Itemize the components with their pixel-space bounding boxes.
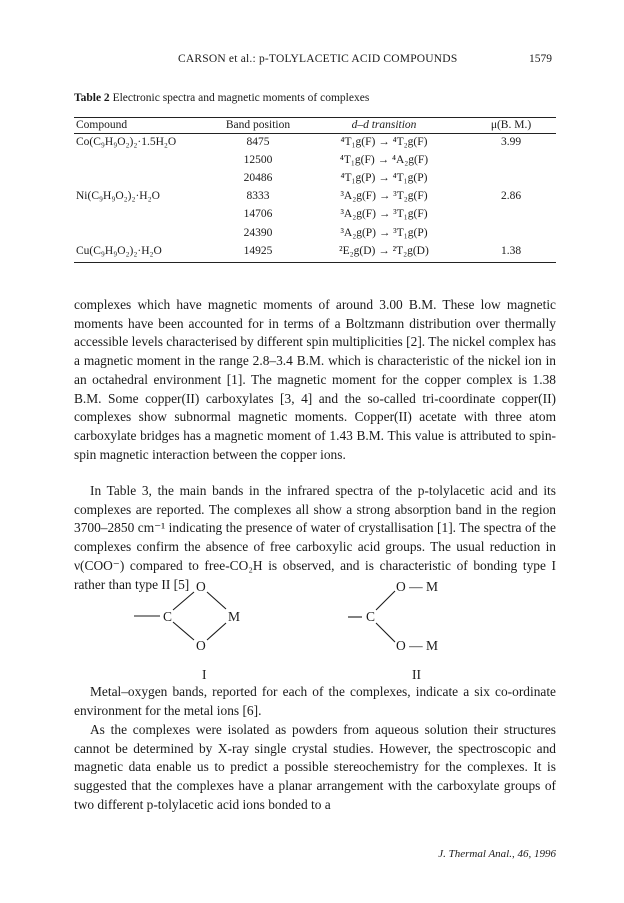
table-header-transition-text: d–d transition bbox=[351, 119, 417, 131]
table-caption bbox=[74, 92, 369, 104]
table-header-rule bbox=[74, 133, 556, 134]
table-cell-band: 8475 bbox=[246, 136, 270, 148]
table-header-band: Band position bbox=[225, 119, 291, 131]
type-I-oxygen-top: O bbox=[196, 579, 206, 594]
table-cell-band: 12500 bbox=[243, 154, 273, 167]
type-I-carbon: C bbox=[163, 609, 173, 624]
type-II-group-top: O — M bbox=[396, 579, 439, 594]
running-head-title: CARSON et al.: p-TOLYLACETIC ACID COMPOUNDS bbox=[178, 53, 458, 65]
type-I-metal: M bbox=[228, 609, 241, 624]
paragraph-magnetic-moments: complexes which have magnetic moments of around 3.00 B.M. These low magnetic moments have been accounted for in terms of a Boltzmann distribution over thermally accessible levels characterised by different spin multiplicities [2]. The nickel complex has a magnetic moment in the range 2.8–3.4 B.M. which is characteristic of the nickel ion in an octahedral environment [1]. The magnetic moment for the copper complex is 1.38 B.M. Some copper(II) carboxylates [3, 4] and the so-called tri-coordinate copper(II) complexes show subnormal magnetic moments. Copper(II) acetate with three atom carboxylate bridges has a magnetic moment of 1.43 B.M. This value is attributed to spin-spin magnetic interaction between the copper ions. bbox=[74, 297, 556, 462]
table-cell-compound: Co(C₉H₉O₂)₂·1.5H₂O bbox=[76, 136, 177, 148]
table-cell-band: 8333 bbox=[246, 190, 270, 203]
page-number: 1579 bbox=[529, 53, 552, 65]
table-cell-transition: ³A₂g(F) → ³T₂g(F) bbox=[340, 190, 428, 203]
type-I-oxygen-bottom: O bbox=[196, 638, 206, 653]
carboxylate-bonding-structures bbox=[130, 577, 530, 681]
table-cell-band: 14706 bbox=[243, 208, 273, 221]
paragraph-infrared: In Table 3, the main bands in the infrared spectra of the p-tolylacetic acid and its complexes are reported. The complexes all show a strong absorption band in the region 3700–2850 cm⁻¹ indicating the presence of water of crystallisation [1]. The spectra of the complexes confirm the absence of free carboxylic acid groups. The usual reduction in ν(COO⁻) compared to free-CO₂H is observed, and is characteristic of bonding type I rather than type II [5] bbox=[74, 483, 556, 592]
type-II-label: II bbox=[412, 667, 421, 681]
type-II-carbon: C bbox=[366, 609, 376, 624]
table-cell-band: 24390 bbox=[243, 226, 273, 239]
table-cell-transition: ⁴T₁g(F) → ⁴T₂g(F) bbox=[340, 136, 428, 148]
table-cell-compound: Cu(C₉H₉O₂)₂·H₂O bbox=[76, 244, 162, 257]
table-cell-moment: 3.99 bbox=[500, 136, 522, 148]
table-header-compound: Compound bbox=[76, 119, 128, 131]
table-cell-transition: ³A₂g(P) → ³T₁g(P) bbox=[340, 226, 428, 239]
table-caption-text: Electronic spectra and magnetic moments of complexes bbox=[112, 92, 370, 104]
table-bottom-rule bbox=[74, 262, 556, 263]
table-cell-transition: ²E₂g(D) → ²T₂g(D) bbox=[339, 244, 429, 257]
table-label: Table 2 bbox=[74, 92, 110, 104]
table-cell-band: 14925 bbox=[243, 244, 273, 257]
table-cell-transition: ⁴T₁g(P) → ⁴T₁g(P) bbox=[340, 172, 428, 185]
table-cell-transition: ⁴T₁g(F) → ⁴A₂g(F) bbox=[339, 154, 429, 167]
paragraph-stereochemistry: As the complexes were isolated as powders from aqueous solution their structures cannot be determined by X-ray single crystal studies. However, the spectroscopic and magnetic data enable us to predict a possible stereochemistry for the complexes. It is suggested that the complexes have a planar arrangement with the carboxylate groups of two different p-tolylacetic acid ions bonded to a bbox=[74, 722, 556, 812]
table-cell-compound: Ni(C₉H₉O₂)₂·H₂O bbox=[76, 190, 160, 203]
table-cell-band: 20486 bbox=[243, 172, 273, 185]
table-cell-moment: 1.38 bbox=[500, 244, 522, 257]
table-header-transition bbox=[326, 119, 442, 131]
type-I-label: I bbox=[202, 667, 207, 681]
table-header-moment: μ(B. M.) bbox=[490, 119, 532, 131]
running-head bbox=[74, 53, 552, 69]
table-cell-moment: 2.86 bbox=[500, 190, 522, 203]
type-II-group-bottom: O — M bbox=[396, 638, 439, 653]
paragraph-metal-oxygen: Metal–oxygen bands, reported for each of the complexes, indicate a six co-ordinate environment for the metal ions [6]. bbox=[74, 684, 556, 718]
table-cell-transition: ³A₂g(F) → ³T₁g(F) bbox=[340, 208, 428, 221]
journal-footer: J. Thermal Anal., 46, 1996 bbox=[438, 848, 556, 860]
